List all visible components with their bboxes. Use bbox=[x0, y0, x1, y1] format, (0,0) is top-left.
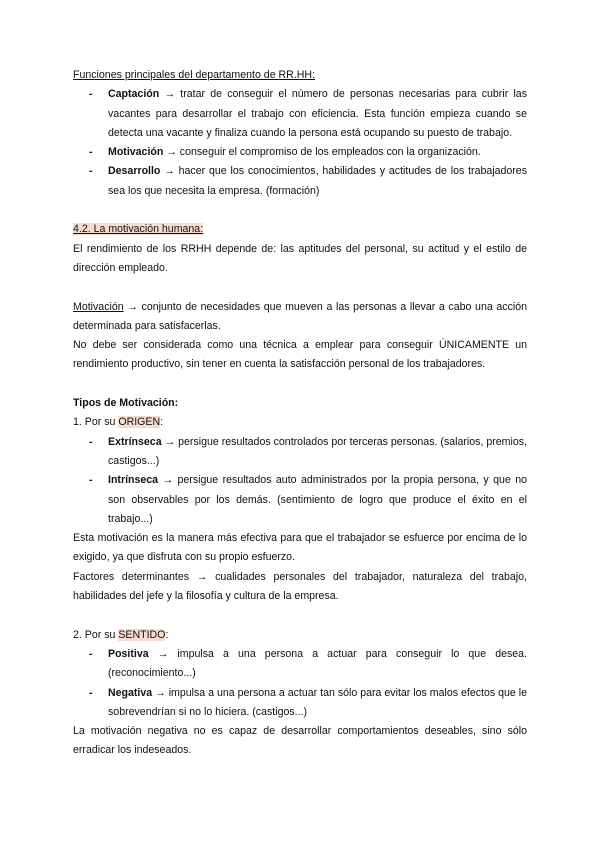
list-item: - Captación → tratar de conseguir el número de personas necesarias para cubrir las vacantes para desarrollar el trabajo con eficiencia. Esta función empieza cuando se detecta una vacante y finaliza cuando la persona está ocupando su puesto de trabajo. bbox=[89, 88, 527, 139]
list-item: - Positiva → impulsa a una persona a actuar para conseguir lo que desea. (reconocimiento...) bbox=[89, 647, 527, 680]
origen-heading: 1. Por su ORIGEN: bbox=[73, 416, 164, 429]
sentido-list bbox=[73, 645, 527, 722]
sentido-after: La motivación negativa no es capaz de desarrollar comportamientos deseables, sino sólo erradicar los indeseados. bbox=[73, 725, 527, 757]
list-item: - Intrínseca → persigue resultados auto administrados por la propia persona, y que no son observables por los demás. (sentimiento de logro que produce el éxito en el trabajo...) bbox=[89, 474, 527, 525]
origen-list bbox=[73, 433, 527, 529]
sentido-heading: 2. Por su SENTIDO: bbox=[73, 628, 169, 641]
section2-intro: El rendimiento de los RRHH depende de: las aptitudes del personal, su actitud y el estilo de dirección empleado. bbox=[73, 242, 527, 274]
origen-after-1: Esta motivación es la manera más efectiva para que el trabajador se esfuerce por encima de lo exigido, ya que disfruta con su propio esfuerzo. bbox=[73, 532, 527, 564]
section1-heading: Funciones principales del departamento de RR.HH: bbox=[73, 69, 316, 81]
origen-after-2: Factores determinantes → cualidades personales del trabajador, naturaleza del trabajo, habilidades del jefe y la filosofía y cultura de la empresa. bbox=[73, 570, 527, 603]
functions-list bbox=[73, 85, 527, 201]
document-page bbox=[73, 66, 527, 761]
section2-heading: 4.2. La motivación humana: bbox=[73, 223, 204, 236]
list-item: - Motivación → conseguir el compromiso de los empleados con la organización. bbox=[89, 146, 481, 159]
list-item: - Desarrollo → hacer que los conocimientos, habilidades y actitudes de los trabajadores sea los que necesita la empresa. (formación) bbox=[89, 165, 527, 197]
list-item: - Extrínseca → persigue resultados controlados por terceras personas. (salarios, premios, castigos...) bbox=[89, 435, 527, 467]
motivacion-note: No debe ser considerada como una técnica a emplear para conseguir ÚNICAMENTE un rendimiento productivo, sin tener en cuenta la satisfacción personal de los trabajadores. bbox=[73, 339, 527, 371]
tipos-heading: Tipos de Motivación: bbox=[73, 397, 179, 410]
motivacion-definition: Motivación → conjunto de necesidades que mueven a las personas a llevar a cabo una acción determinada para satisfacerlas. bbox=[73, 300, 527, 332]
list-item: - Negativa → impulsa a una persona a actuar tan sólo para evitar los malos efectos que le sobrevendrían si no lo hiciera. (castigos...) bbox=[89, 686, 527, 718]
